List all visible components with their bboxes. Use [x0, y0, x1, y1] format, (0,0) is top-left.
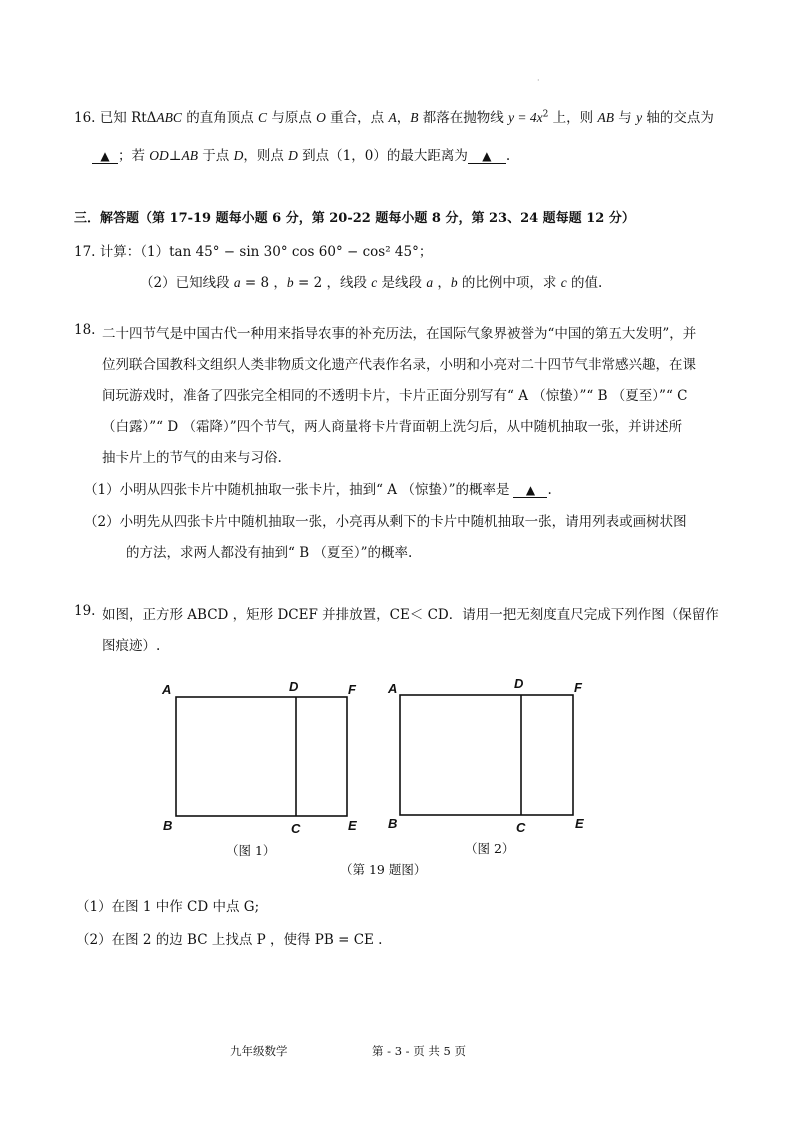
figure-1	[160, 676, 370, 866]
figure-1-drawing	[160, 676, 370, 836]
figure-1-outline	[176, 697, 347, 816]
figure-2-outline	[400, 695, 573, 815]
vertex-A-label: A	[388, 681, 398, 696]
q18-subquestion-1: （1）小明从四张卡片中随机抽取一张卡片，抽到“ A （惊蛰）”的概率是 ▲ .	[84, 482, 552, 498]
figure-group-caption: （第 19 题图）	[340, 862, 427, 877]
vertex-C-label: C	[516, 820, 526, 835]
q18-line5: 抽卡片上的节气的由来与习俗.	[102, 450, 282, 466]
figure-2-drawing	[385, 676, 595, 836]
q19-line1: 如图，正方形 ABCD ，矩形 DCEF 并排放置，CE＜ CD．请用一把无刻度直尺完成下列作图（保留作	[102, 607, 719, 623]
q17-part2: （2）已知线段 a = 8 ，b = 2 ，线段 c 是线段 a ，b 的比例中项，求 c 的值.	[140, 275, 603, 291]
q19-subquestion-1: （1）在图 1 中作 CD 中点 G;	[76, 899, 260, 915]
vertex-C-label: C	[291, 821, 301, 836]
q18-line2: 位列联合国教科文组织人类非物质文化遗产代表作名录，小明和小亮对二十四节气非常感兴趣，在课	[102, 357, 696, 373]
vertex-A-label: A	[162, 682, 172, 697]
vertex-D-label: D	[289, 679, 299, 694]
q17-number: 17.	[74, 244, 96, 260]
q16-number: 16.	[74, 110, 96, 126]
q19-subquestion-2: （2）在图 2 的边 BC 上找点 P ，使得 PB = CE .	[76, 932, 383, 948]
q19-number: 19.	[74, 603, 96, 619]
q16-line1: 16. 已知 RtΔABC 的直角顶点 C 与原点 O 重合，点 A，B 都落在抛物线 $y = 4x^2$ 上，则 AB 与 y 轴的交点为	[74, 109, 714, 126]
q18-subquestion-2b: 的方法，求两人都没有抽到“ B （夏至）”的概率.	[126, 545, 413, 561]
vertex-E-label: E	[575, 816, 584, 831]
q18-subquestion-2a: （2）小明先从四张卡片中随机抽取一张，小亮再从剩下的卡片中随机抽取一张，请用列表或画树状图	[84, 514, 687, 530]
vertex-B-label: B	[388, 816, 398, 831]
q18-line4: （白露）”“ D （霜降）”四个节气，两人商量将卡片背面朝上洗匀后，从中随机抽取一张，并讲述所	[102, 419, 683, 435]
q18-line3: 间玩游戏时，准备了四张完全相同的不透明卡片，卡片正面分别写有“ A （惊蛰）”“ B （夏至）”“ C	[102, 388, 688, 404]
stray-mark: ·	[537, 76, 540, 85]
footer-subject: 九年级数学	[230, 1044, 288, 1058]
vertex-F-label: F	[348, 682, 356, 697]
q19-line2: 图痕迹）.	[102, 638, 161, 654]
figure-1-caption: （图 1）	[226, 843, 276, 858]
answer-blank[interactable]: ▲	[513, 483, 547, 498]
vertex-B-label: B	[163, 818, 173, 833]
figure-2-caption: （图 2）	[465, 841, 515, 856]
q17-part1: 17. 计算：（1）tan 45° − sin 30° cos 60° − cos² 45°；	[74, 244, 433, 260]
q16-line2: ▲ ；若 OD⊥AB 于点 D，则点 D 到点（1，0）的最大距离为 ▲ .	[92, 144, 510, 164]
q18-number: 18.	[74, 322, 96, 338]
footer-page-number: 第 - 3 - 页 共 5 页	[372, 1044, 466, 1058]
vertex-D-label: D	[514, 676, 524, 691]
vertex-E-label: E	[348, 818, 357, 833]
trig-expression: tan 45° − sin 30° cos 60° − cos² 45°	[169, 244, 419, 260]
section-heading: 三．解答题（第 17-19 题每小题 6 分，第 20-22 题每小题 8 分，第 23、24 题每题 12 分）	[74, 211, 635, 226]
answer-blank[interactable]: ▲	[92, 149, 118, 164]
q18-line1: 二十四节气是中国古代一种用来指导农事的补充历法，在国际气象界被誉为“中国的第五大发明”，并	[102, 326, 697, 342]
vertex-F-label: F	[574, 680, 582, 695]
figure-2	[385, 676, 595, 866]
answer-blank[interactable]: ▲	[468, 149, 506, 164]
